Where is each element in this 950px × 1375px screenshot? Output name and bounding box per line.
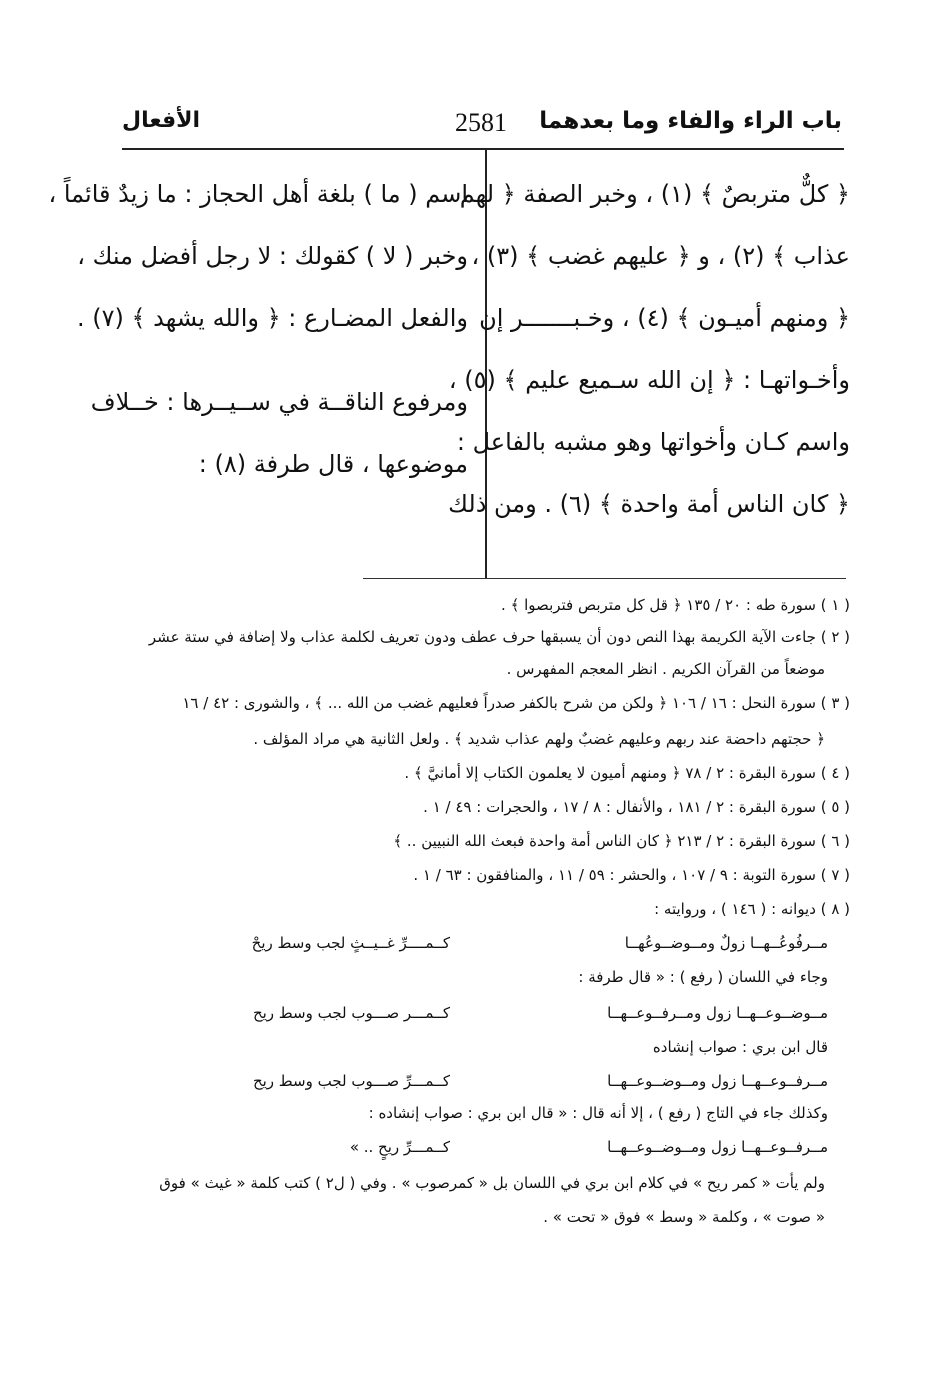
note-taj: وكذلك جاء في التاج ( رفع ) ، إلا أنه قال : « قال ابن بري : صواب إنشاده :: [368, 1104, 828, 1122]
footnote-7: ( ٧ ) سورة التوبة : ٩ / ١٠٧ ، والحشر : ٥٩ / ١١ ، والمنافقون : ٦٣ / ١ .: [413, 866, 850, 884]
right-column: [448, 180, 850, 560]
page-number: 2581: [455, 108, 507, 137]
text-line: ﴿ ومنهم أميـون ﴾ (٤) ، وخـبـــــــر إن: [479, 304, 850, 332]
verse-2-first: مــوضــوعــهــا زول ومــرفــوعــهــا: [607, 1004, 828, 1022]
header-rule: [122, 148, 844, 150]
footnote-2: ( ٢ ) جاءت الآية الكريمة بهذا النص دون أن يسبقها حرف عطف ودون تعريف لكلمة عذاب ولا إضافة في ستة عشر: [148, 628, 850, 646]
verse-3-first: مــرفــوعــهــا زول ومــوضــوعــهــا: [607, 1072, 828, 1090]
text-line: وأخـواتهـا : ﴿ إن الله سـميع عليم ﴾ (٥) ،: [448, 366, 850, 394]
text-line: ﴿ كلٌّ متربصٌ ﴾ (١) ، وخبر الصفة ﴿ لهم: [459, 180, 850, 208]
running-head-section: الأفعال: [122, 108, 201, 133]
verse-1-second: كــمــــرِّ غــيــثٍ لجب وسط ريحْ: [251, 934, 450, 952]
text-line: والفعل المضـارع : ﴿ والله يشهد ﴾ (٧) .: [76, 304, 468, 332]
text-line: ﴿ كان الناس أمة واحدة ﴾ (٦) . ومن ذلك: [448, 490, 850, 518]
text-line: وخبر ( لا ) كقولك : لا رجل أفضل منك ،: [77, 242, 468, 270]
footnote-4: ( ٤ ) سورة البقرة : ٢ / ٧٨ ﴿ ومنهم أميون لا يعلمون الكتاب إلا أمانيَّ ﴾ .: [404, 764, 850, 782]
text-line: ومرفوع الناقــة في ســيــرها : خــلاف: [90, 388, 468, 416]
verse-2-second: كــمـــر صـــوب لجب وسط ريح: [252, 1004, 450, 1022]
footnote-1: ( ١ ) سورة طه : ٢٠ / ١٣٥ ﴿ قل كل متربص فتربصوا ﴾ .: [501, 596, 850, 614]
text-line: اسم ( ما ) بلغة أهل الحجاز : ما زيدٌ قائماً ،: [48, 180, 468, 208]
footnote-rule: [363, 578, 846, 579]
verse-1-first: مــرفُوعُــهــا زولٌ ومــوضــوعُهــا: [624, 934, 828, 952]
closing-note-cont: « صوت » ، وكلمة « وسط » فوق « تحت » .: [543, 1208, 825, 1226]
footnote-3: ( ٣ ) سورة النحل : ١٦ / ١٠٦ ﴿ ولكن من شرح بالكفر صدراً فعليهم غضب من الله ... ﴾ ، والشورى : ٤٢ / ١٦: [182, 694, 850, 712]
verse-3-second: كــمـــرِّ صـــوب لجب وسط ريح: [252, 1072, 450, 1090]
verse-4-first: مــرفــوعــهــا زول ومــوضــوعــهــا: [607, 1138, 828, 1156]
footnote-2-cont: موضعاً من القرآن الكريم . انظر المعجم المفهرس .: [506, 660, 825, 678]
text-line: عذاب ﴾ (٢) ، و ﴿ عليهم غضب ﴾ (٣) ،: [471, 242, 850, 270]
note-lisan: وجاء في اللسان ( رفع ) : « قال طرفة :: [578, 968, 828, 986]
text-line: واسم كـان وأخواتها وهو مشبه بالفاعل :: [456, 428, 850, 456]
closing-note: ولم يأت « كمر ريح » في كلام ابن بري في اللسان بل « كمرصوب » . وفي ( ل٢ ) كتب كلمة « غيث » فوق: [159, 1174, 825, 1192]
footnote-6: ( ٦ ) سورة البقرة : ٢ / ٢١٣ ﴿ كان الناس أمة واحدة فبعث الله النبيين .. ﴾: [393, 832, 850, 850]
verse-4-second: كــمـــرِّ ريحٍ .. »: [349, 1138, 450, 1156]
running-head-chapter: باب الراء والفاء وما بعدهما: [539, 108, 842, 134]
text-line: موضوعها ، قال طرفة (٨) :: [198, 450, 468, 478]
footnote-3-cont: ﴿ حجتهم داحضة عند ربهم وعليهم غضبٌ ولهم عذاب شديد ﴾ . ولعل الثانية هي مراد المؤلف .: [253, 730, 825, 748]
footnote-8: ( ٨ ) ديوانه : ( ١٤٦ ) ، وروايته :: [654, 900, 850, 918]
left-column: [48, 180, 468, 500]
footnote-5: ( ٥ ) سورة البقرة : ٢ / ١٨١ ، والأنفال : ٨ / ١٧ ، والحجرات : ٤٩ / ١ .: [423, 798, 850, 816]
note-ibn-barri: قال ابن بري : صواب إنشاده: [652, 1038, 828, 1056]
